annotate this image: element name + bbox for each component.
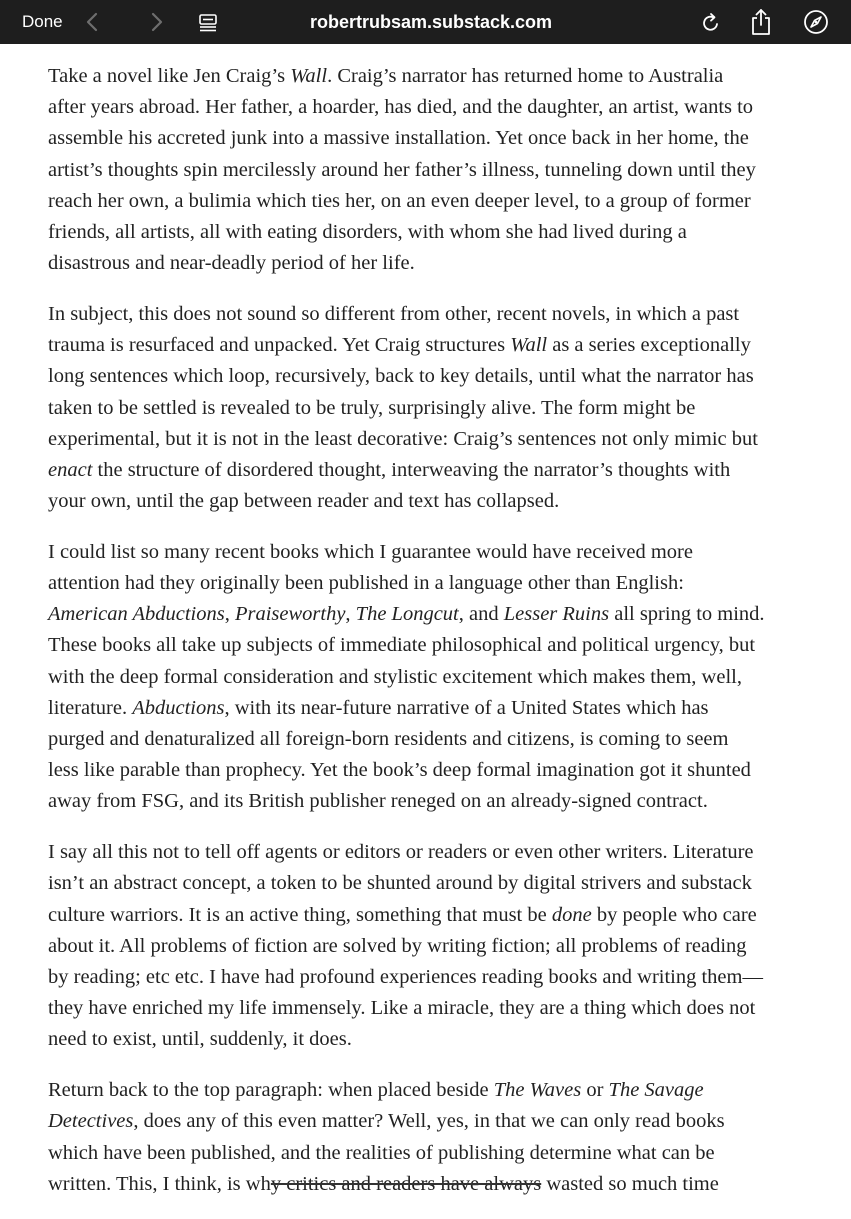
compass-icon[interactable] [801, 0, 831, 44]
article-paragraph: Return back to the top paragraph: when placed beside The Waves or The Savage Detectives, does any of this even matter? Well, yes, in that we can only read books which have been published, and the realities of publishing determine what can be written. This, I think, is why critics and readers have always wasted so much time [48, 1079, 725, 1195]
reader-mode-icon[interactable] [196, 0, 220, 44]
share-icon[interactable] [747, 0, 775, 44]
browser-toolbar [0, 0, 851, 44]
reload-icon[interactable] [698, 0, 724, 44]
article-paragraph: I could list so many recent books which I guarantee would have received more attention had they originally been published in a language other than English: American Abductions, Praiseworthy, The Longcut, and Lesser Ruins all spring to mind. These books all take up subjects of immediate philosophical and political urgency, but with the deep formal consideration and stylistic excitement which makes them, well, literature. Abductions, with its near-future narrative of a United States which has purged and denaturalized all foreign-born residents and citizens, is coming to seem less like parable than prophecy. Yet the book’s deep formal imagination got it shunted away from FSG, and its British publisher reneged on an already-signed contract. [48, 540, 765, 813]
article-paragraph: Take a novel like Jen Craig’s Wall. Craig’s narrator has returned home to Australia after years abroad. Her father, a hoarder, has died, and the daughter, an artist, wants to assemble his accreted junk into a massive installation. Yet once back in her home, the artist’s thoughts spin mercilessly around her father’s illness, tunneling down until they reach her own, a bulimia which ties her, on an even deeper level, to a group of former friends, all artists, all with eating disorders, with whom she had lived during a disastrous and near-deadly period of her life. [48, 65, 756, 275]
strikethrough-text: y critics and readers have always [270, 1172, 542, 1195]
forward-chevron-icon[interactable] [145, 0, 169, 44]
done-button[interactable]: Done [22, 12, 63, 31]
back-chevron-icon[interactable] [80, 0, 104, 44]
url-address[interactable]: robertrubsam.substack.com [309, 11, 553, 32]
article-paragraph: I say all this not to tell off agents or editors or readers or even other writers. Literature isn’t an abstract concept, a token to be shunted around by digital strivers and substack culture warriors. It is an active thing, something that must be done by people who care about it. All problems of fiction are solved by writing fiction; all problems of reading by reading; etc etc. I have had profound experiences reading books and writing them— they have enriched my life immensely. Like a miracle, they are a thing which does not need to exist, until, suddenly, it does. [48, 841, 763, 1051]
article-body [48, 61, 818, 1219]
article-paragraph: In subject, this does not sound so different from other, recent novels, in which a past trauma is resurfaced and unpacked. Yet Craig structures Wall as a series exceptionally long sentences which loop, recursively, back to key details, until what the narrator has taken to be settled is revealed to be truly, surprisingly alive. The form might be experimental, but it is not in the least decorative: Craig’s sentences not only mimic but enact the structure of disordered thought, interweaving the narrator’s thoughts with your own, until the gap between reader and text has collapsed. [48, 302, 758, 513]
